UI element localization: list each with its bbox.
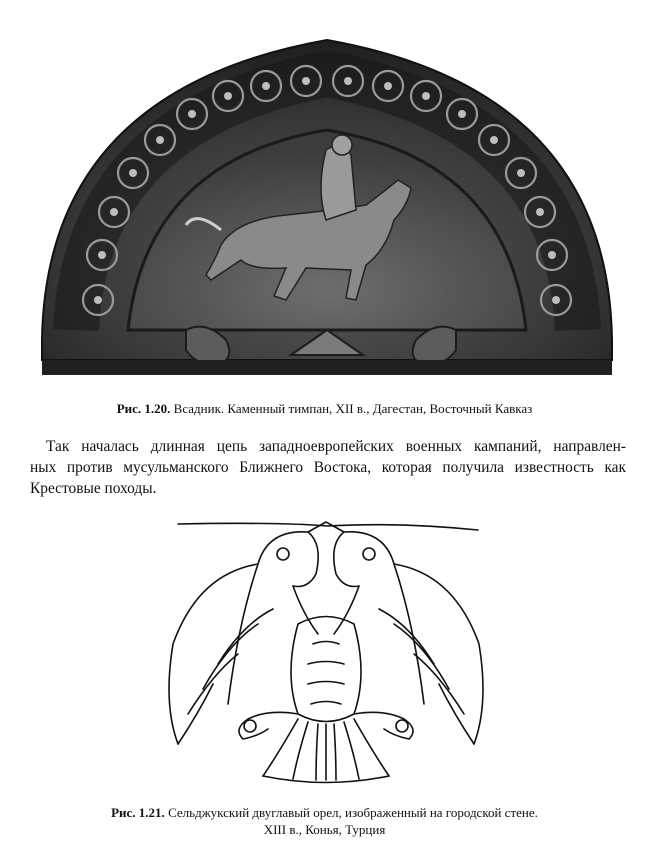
paragraph-line-1: Так началась длинная цепь западноевропейских военных кампаний, направлен- [46, 438, 626, 455]
figure-2-caption-line-1: Сельджукский двуглавый орел, изображенный на городской стене. [168, 805, 538, 820]
eagle-image [158, 514, 494, 784]
paragraph-line-2: ных против мусульманского Ближнего Востока, которая получила известность как [30, 459, 626, 476]
tympanum-image [36, 30, 618, 380]
figure-1-caption [0, 401, 649, 417]
figure-1-caption-label: Рис. 1.20. [116, 401, 171, 416]
figure-1-caption-text: Всадник. Каменный тимпан, XII в., Дагестан, Восточный Кавказ [173, 401, 533, 416]
body-paragraph [30, 436, 626, 499]
figure-2-caption [0, 804, 649, 838]
figure-2-caption-line-2: XIII в., Конья, Турция [263, 822, 386, 837]
figure-eagle-drawing [158, 514, 494, 784]
figure-tympanum-photo [36, 30, 618, 380]
paragraph-line-3: Крестовые походы. [30, 480, 157, 497]
figure-2-caption-label: Рис. 1.21. [111, 805, 165, 820]
